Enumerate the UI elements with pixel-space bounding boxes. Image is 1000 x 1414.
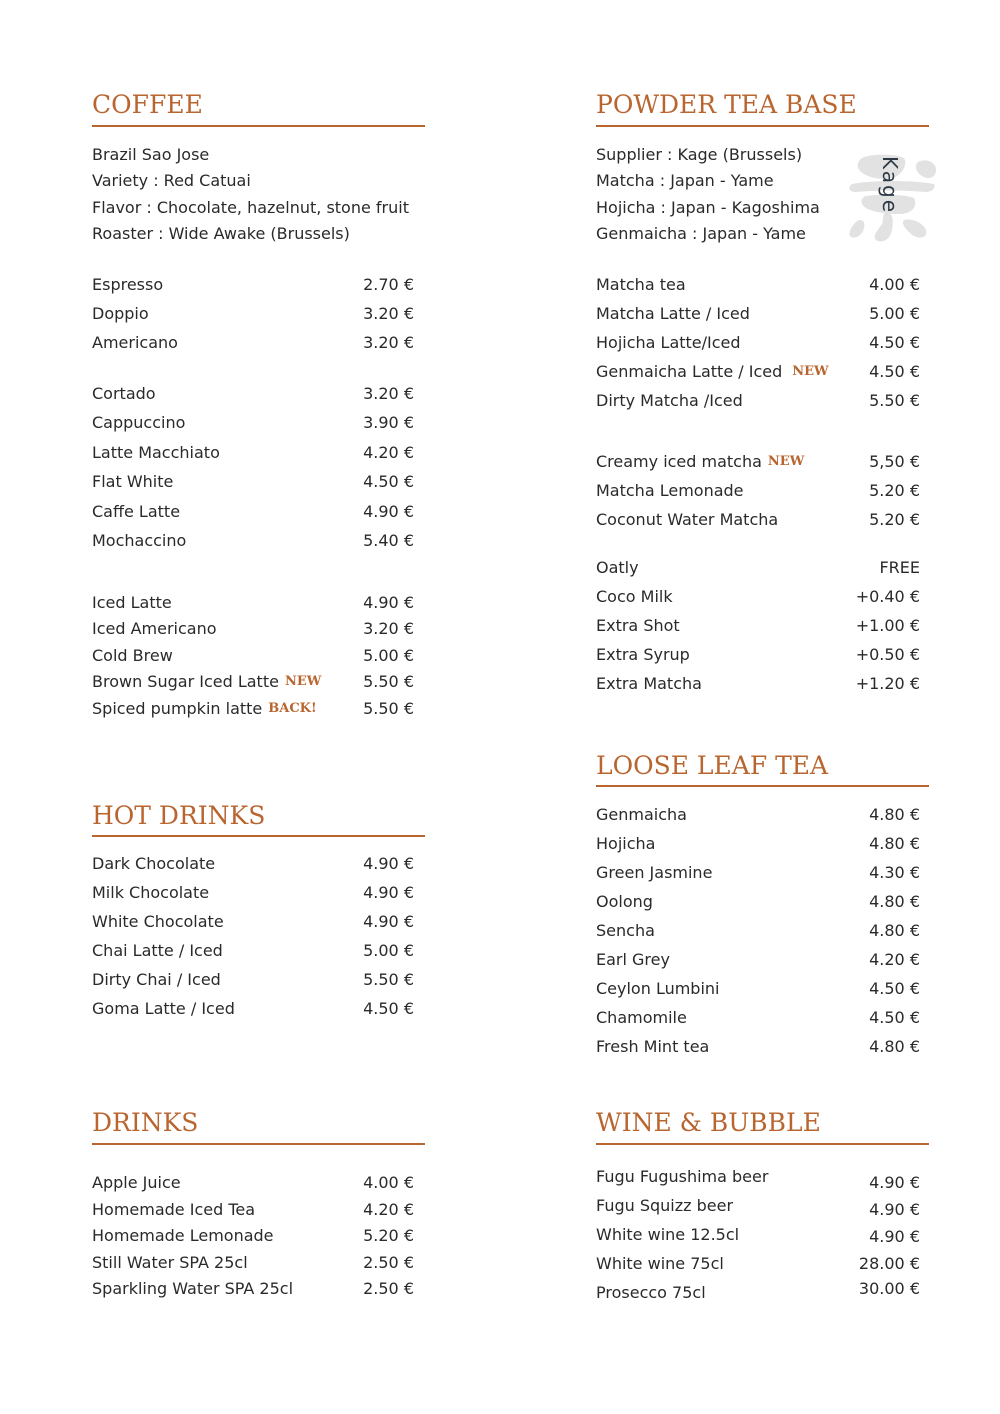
item-price: 4.50 €: [363, 999, 414, 1018]
item-price: 4.50 €: [869, 333, 920, 352]
item-name: Iced Americano: [92, 619, 217, 638]
item-price: 4.90 €: [363, 883, 414, 902]
item-price: 4.80 €: [869, 834, 920, 853]
powder-tea-title: POWDER TEA BASE: [596, 90, 857, 119]
item-name: Flat White: [92, 472, 174, 491]
item-price: 4.00 €: [363, 1173, 414, 1192]
item-name-text: Brown Sugar Iced Latte: [92, 672, 279, 691]
item-price: +1.00 €: [855, 616, 920, 635]
item-name: Chamomile: [596, 1008, 687, 1027]
item-price: 2.50 €: [363, 1253, 414, 1272]
item-price: 4.90 €: [869, 1173, 920, 1192]
item-name: Earl Grey: [596, 950, 670, 969]
item-name: Extra Syrup: [596, 645, 690, 664]
item-price: 30.00 €: [858, 1279, 920, 1298]
item-name: Americano: [92, 333, 178, 352]
item-price: 5.20 €: [869, 510, 920, 529]
coffee-info-line: Variety : Red Catuai: [92, 171, 251, 190]
item-price: 4.90 €: [363, 502, 414, 521]
item-price: 4.50 €: [869, 979, 920, 998]
wine-title: WINE & BUBBLE: [596, 1108, 821, 1137]
item-name: Hojicha: [596, 834, 656, 853]
item-price: 4.80 €: [869, 805, 920, 824]
item-price: +0.50 €: [855, 645, 920, 664]
item-name: [596, 364, 829, 380]
item-name: Cappuccino: [92, 413, 186, 432]
item-name: Still Water SPA 25cl: [92, 1253, 248, 1272]
item-name: Fresh Mint tea: [596, 1037, 710, 1056]
item-price: 4.90 €: [869, 1227, 920, 1246]
item-name: Extra Matcha: [596, 674, 702, 693]
item-name: Ceylon Lumbini: [596, 979, 720, 998]
item-price: 5.20 €: [363, 1226, 414, 1245]
item-price: FREE: [879, 558, 920, 577]
wine-rule: [596, 1143, 929, 1145]
item-price: +0.40 €: [855, 587, 920, 606]
item-name: Chai Latte / Iced: [92, 941, 223, 960]
item-name: Goma Latte / Iced: [92, 999, 235, 1018]
item-name: Sparkling Water SPA 25cl: [92, 1279, 294, 1298]
item-name: Homemade Lemonade: [92, 1226, 274, 1245]
item-price: 5.50 €: [363, 672, 414, 691]
tea-info-line: Hojicha : Japan - Kagoshima: [596, 198, 820, 217]
coffee-info-line: Roaster : Wide Awake (Brussels): [92, 224, 350, 243]
item-name: Latte Macchiato: [92, 443, 220, 462]
item-name: White wine 75cl: [596, 1254, 724, 1273]
powder-tea-rule: [596, 125, 929, 127]
item-price: 28.00 €: [858, 1254, 920, 1273]
item-name: White wine 12.5cl: [596, 1225, 740, 1244]
item-name: Dark Chocolate: [92, 854, 216, 873]
back-badge: BACK!: [268, 701, 317, 716]
item-name: Iced Latte: [92, 593, 172, 612]
item-price: 4.00 €: [869, 275, 920, 294]
item-name: Caffe Latte: [92, 502, 181, 521]
item-name: [92, 674, 321, 690]
coffee-rule: [92, 125, 425, 127]
coffee-info-line: Brazil Sao Jose: [92, 145, 210, 164]
item-price: 4.20 €: [869, 950, 920, 969]
drinks-title: DRINKS: [92, 1108, 199, 1137]
item-price: 5.20 €: [869, 481, 920, 500]
loose-leaf-title: LOOSE LEAF TEA: [596, 751, 829, 780]
hot-drinks-rule: [92, 835, 425, 837]
item-name-text: Genmaicha Latte / Iced: [596, 362, 783, 381]
item-price: 4.20 €: [363, 443, 414, 462]
item-name: Milk Chocolate: [92, 883, 210, 902]
item-name: White Chocolate: [92, 912, 224, 931]
item-name: Mochaccino: [92, 531, 187, 550]
item-name: Green Jasmine: [596, 863, 713, 882]
item-name: Doppio: [92, 304, 149, 323]
item-name: Extra Shot: [596, 616, 680, 635]
tea-info-line: Supplier : Kage (Brussels): [596, 145, 803, 164]
item-price: 5.50 €: [363, 970, 414, 989]
item-name-text: Creamy iced matcha: [596, 452, 762, 471]
item-price: 4.90 €: [869, 1200, 920, 1219]
item-price: 2.70 €: [363, 275, 414, 294]
item-price: 4.50 €: [363, 472, 414, 491]
coffee-info-line: Flavor : Chocolate, hazelnut, stone fruit: [92, 198, 409, 217]
item-name: Matcha Lemonade: [596, 481, 744, 500]
new-badge: NEW: [284, 674, 322, 689]
item-price: 4.90 €: [363, 912, 414, 931]
item-price: 5.00 €: [363, 941, 414, 960]
item-name: Cold Brew: [92, 646, 173, 665]
item-name: Cortado: [92, 384, 156, 403]
item-name: Oatly: [596, 558, 639, 577]
item-name: Homemade Iced Tea: [92, 1200, 256, 1219]
item-price: 5,50 €: [869, 452, 920, 471]
item-price: 4.90 €: [363, 593, 414, 612]
item-name: Espresso: [92, 275, 164, 294]
item-price: 4.20 €: [363, 1200, 414, 1219]
item-price: 4.50 €: [869, 362, 920, 381]
item-price: 5.50 €: [363, 699, 414, 718]
item-name: Coco Milk: [596, 587, 673, 606]
item-price: 3.20 €: [363, 619, 414, 638]
item-name: Hojicha Latte/Iced: [596, 333, 741, 352]
item-price: 5.00 €: [869, 304, 920, 323]
tea-info-line: Matcha : Japan - Yame: [596, 171, 774, 190]
loose-leaf-rule: [596, 785, 929, 787]
item-name: Genmaicha: [596, 805, 687, 824]
item-name: Coconut Water Matcha: [596, 510, 779, 529]
item-price: 5.50 €: [869, 391, 920, 410]
item-name: Matcha Latte / Iced: [596, 304, 750, 323]
item-price: 3.20 €: [363, 304, 414, 323]
item-name: [92, 701, 317, 717]
item-name: Dirty Matcha /Iced: [596, 391, 743, 410]
item-name: [596, 454, 804, 470]
item-name: Sencha: [596, 921, 655, 940]
new-badge: NEW: [767, 454, 805, 469]
drinks-rule: [92, 1143, 425, 1145]
item-price: 3.20 €: [363, 384, 414, 403]
item-price: 4.80 €: [869, 892, 920, 911]
item-price: 3.20 €: [363, 333, 414, 352]
coffee-title: COFFEE: [92, 90, 203, 119]
item-name: Apple Juice: [92, 1173, 181, 1192]
item-name-text: Spiced pumpkin latte: [92, 699, 263, 718]
item-price: 4.80 €: [869, 921, 920, 940]
hot-drinks-title: HOT DRINKS: [92, 801, 266, 830]
new-badge: NEW: [792, 364, 829, 379]
item-name: Fugu Squizz beer: [596, 1196, 734, 1215]
item-price: 4.30 €: [869, 863, 920, 882]
item-name: Matcha tea: [596, 275, 686, 294]
item-name: Prosecco 75cl: [596, 1283, 706, 1302]
item-price: 4.90 €: [363, 854, 414, 873]
item-price: 2.50 €: [363, 1279, 414, 1298]
item-price: 5.40 €: [363, 531, 414, 550]
item-name: Fugu Fugushima beer: [596, 1167, 769, 1186]
item-price: 5.00 €: [363, 646, 414, 665]
tea-info-line: Genmaicha : Japan - Yame: [596, 224, 806, 243]
item-price: 3.90 €: [363, 413, 414, 432]
item-price: 4.50 €: [869, 1008, 920, 1027]
item-name: Dirty Chai / Iced: [92, 970, 221, 989]
item-price: 4.80 €: [869, 1037, 920, 1056]
item-name: Oolong: [596, 892, 653, 911]
item-price: +1.20 €: [855, 674, 920, 693]
kage-logo-text: Kage: [878, 156, 902, 215]
